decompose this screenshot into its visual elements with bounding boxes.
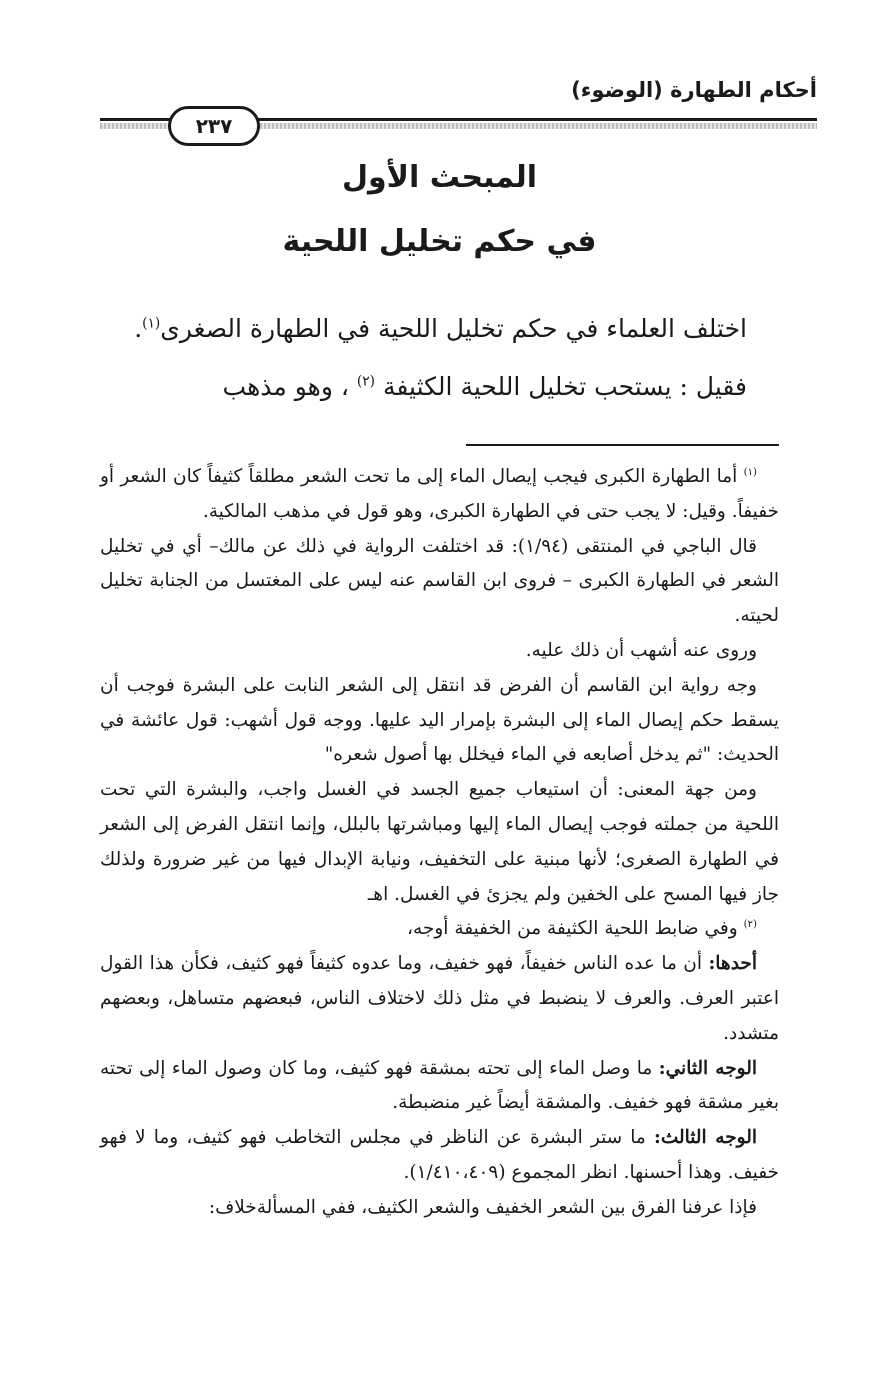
main-p2-text: فقيل : يستحب تخليل اللحية الكثيفة (382, 372, 747, 401)
footnote-1-text: أما الطهارة الكبرى فيجب إيصال الماء إلى ما تحت الشعر مطلقاً كثيفاً كان الشعر أو خفيفاً. وقيل: لا يجب حتى في الطهارة الكبرى، وهو قول في مذهب المالكية. (100, 466, 779, 522)
page-number: ٢٣٧ (168, 106, 260, 146)
footnote-ref-1: (١) (142, 315, 161, 332)
main-p1-text: اختلف العلماء في حكم تخليل اللحية في الطهارة الصغرى (160, 314, 747, 343)
footnote-2-aspect-1 (100, 947, 779, 1051)
footnote-1-paragraph-2: قال الباجي في المنتقى (١/٩٤): قد اختلفت الرواية في ذلك عن مالك– أي في تخليل الشعر في الطهارة الكبرى – فروى ابن القاسم عنه ليس على المغتسل من الجنابة تخليل لحيته. (100, 535, 779, 627)
main-p1-end: . (134, 314, 143, 343)
footnote-2 (100, 912, 779, 947)
footnotes (100, 460, 779, 1226)
footnote-2-conclusion: فإذا عرفنا الفرق بين الشعر الخفيف والشعر الكثيف، ففي المسألةخلاف: (208, 1196, 757, 1218)
footnote-2-aspect-3 (100, 1121, 779, 1191)
main-paragraph-2 (100, 358, 779, 416)
running-title: أحكام الطهارة (الوضوء) (571, 78, 817, 102)
footnote-1 (100, 460, 779, 530)
footnote-2-aspect-2 (100, 1052, 779, 1122)
aspect-1-label: أحدها: (708, 953, 757, 975)
footnote-separator (466, 444, 779, 446)
main-text (100, 300, 779, 416)
footnote-1-paragraph-5: ومن جهة المعنى: أن استيعاب جميع الجسد في الغسل واجب، والبشرة التي تحت اللحية من جملته فوجب إيصال الماء إليها ومباشرتها بالبلل، وإنما انتقل الفرض إلى الشعر في الطهارة الصغرى؛ لأنها مبنية على التخفيف، ونيابة الإبدال فيها من غير ضرورة ولذلك جاز فيها المسح على الخفين ولم يجزئ في الغسل. اهـ (100, 779, 779, 905)
aspect-3-text: ما ستر البشرة عن الناظر في مجلس التخاطب فهو كثيف، وما لا فهو خفيف. وهذا أحسنها. انظر المجموع (١/٤١٠،٤٠٩). (100, 1127, 779, 1183)
section-heading: المبحث الأول (341, 160, 538, 195)
aspect-2-label: الوجه الثاني: (658, 1057, 757, 1079)
footnote-2-text: وفي ضابط اللحية الكثيفة من الخفيفة أوجه، (407, 918, 738, 940)
main-p2-continuation: ، وهو مذهب (222, 372, 349, 401)
aspect-2-text: ما وصل الماء إلى تحته بمشقة فهو كثيف، وما كان وصول الماء إلى تحته بغير مشقة فهو خفيف. والمشقة أيضاً غير منضبطة. (100, 1057, 779, 1114)
aspect-1-text: أن ما عده الناس خفيفاً، فهو خفيف، وما عدوه كثيفاً فهو كثيف، فكأن هذا القول اعتبر العرف. والعرف لا ينضبط في مثل ذلك لاختلاف الناس، فبعضهم متساهل، وبعضهم متشدد. (100, 953, 779, 1044)
aspect-3-label: الوجه الثالث: (653, 1127, 757, 1149)
footnote-1-paragraph-4: وجه رواية ابن القاسم أن الفرض قد انتقل إلى الشعر النابت على البشرة فوجب أن يسقط حكم إيصال الماء إلى البشرة بإمرار اليد عليها. ووجه قول أشهب: قول عائشة في الحديث: "ثم يدخل أصابعه في الماء فيخلل بها أصول شعره" (100, 674, 779, 766)
main-paragraph-1 (100, 300, 779, 358)
footnote-2-marker: (٢) (743, 919, 757, 931)
footnote-ref-2: (٢) (356, 373, 376, 390)
section-title: في حكم تخليل اللحية (282, 224, 597, 259)
footnote-1-marker: (١) (743, 466, 757, 478)
footnote-1-paragraph-3: وروى عنه أشهب أن ذلك عليه. (525, 639, 757, 661)
